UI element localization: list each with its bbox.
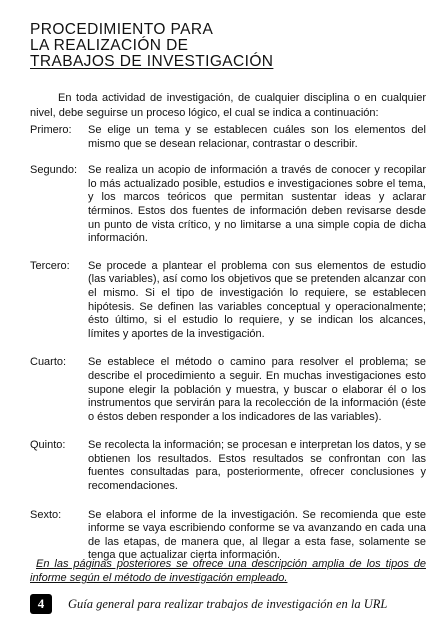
- step-text: Se elige un tema y se establecen cuáles son los elementos del mismo que se desean relacionar, contrastar o describir.: [88, 124, 426, 150]
- page-title: [30, 22, 390, 70]
- step-label: Quinto:: [30, 439, 66, 452]
- step-text: Se recolecta la información; se procesan e interpretan los datos, y se obtienen los resultados. Estos resultados se confrontan con las fuentes consultadas para, posteriormente, ofrecer conclusiones y recomendaciones.: [88, 439, 426, 493]
- step-text: Se procede a plantear el problema con sus elementos de estudio (las variables), así como los objetivos que se pretenden alcanzar con el mismo. Si el tipo de investigación lo requiere, se establecen hipótesis. Se definen las variables conceptual y operacionalmente; ésto último, si el estudio lo requiere, y se indican los alcances, límites y aportes de la investigación.: [88, 259, 426, 340]
- step-item: [30, 124, 426, 151]
- title-line-2: LA REALIZACIÓN DE: [30, 37, 189, 55]
- page-footer: [30, 594, 426, 614]
- step-text: Se elabora el informe de la investigación. Se recomienda que este informe se vaya escribiendo conforme se va avanzando en cada una de las etapas, de manera que, al llegar a esta fase, solamente se tenga que actualizar cierta información.: [88, 508, 426, 562]
- step-item: [30, 439, 426, 493]
- step-label: Tercero:: [30, 259, 70, 272]
- step-item: [30, 260, 426, 342]
- closing-note-text: En las páginas posteriores se ofrece una descripción amplia de los tipos de informe según el método de investigación empleado.: [30, 558, 426, 584]
- step-text: Se realiza un acopio de información a través de conocer y recopilar lo más actualizado posible, estudios e investigaciones sobre el tema, y los marcos teóricos que permitan sustentar ideas y aclarar términos. Estos dos fuentes de información deben revisarse desde un punto de vista crítico, y no limitarse a una simple copia de dicha información.: [88, 164, 426, 245]
- step-label: Segundo:: [30, 164, 78, 177]
- closing-note: [30, 557, 426, 585]
- steps-list: [30, 124, 426, 563]
- page-number-badge: 4: [30, 594, 52, 614]
- step-item: [30, 509, 426, 563]
- title-line-1: PROCEDIMIENTO PARA: [30, 21, 214, 39]
- step-label: Cuarto:: [30, 356, 67, 369]
- title-line-3: TRABAJOS DE INVESTIGACIÓN: [30, 53, 274, 71]
- footer-text: Guía general para realizar trabajos de investigación en la URL: [68, 597, 388, 611]
- step-item: [30, 164, 426, 246]
- intro-paragraph: En toda actividad de investigación, de cualquier disciplina o en cualquier nivel, debe seguirse un proceso lógico, el cual se indica a continuación:: [30, 92, 426, 119]
- step-item: [30, 356, 426, 424]
- step-label: Primero:: [30, 124, 72, 136]
- step-text: Se establece el método o camino para resolver el problema; se describe el procedimiento a seguir. En muchas investigaciones esto supone elegir la población y muestra, y buscar o elaborar él o los instrumentos que servirán para la recolección de la información (éste o éstos deben responder a los indicadores de las variables).: [88, 356, 426, 423]
- step-label: Sexto:: [30, 508, 62, 521]
